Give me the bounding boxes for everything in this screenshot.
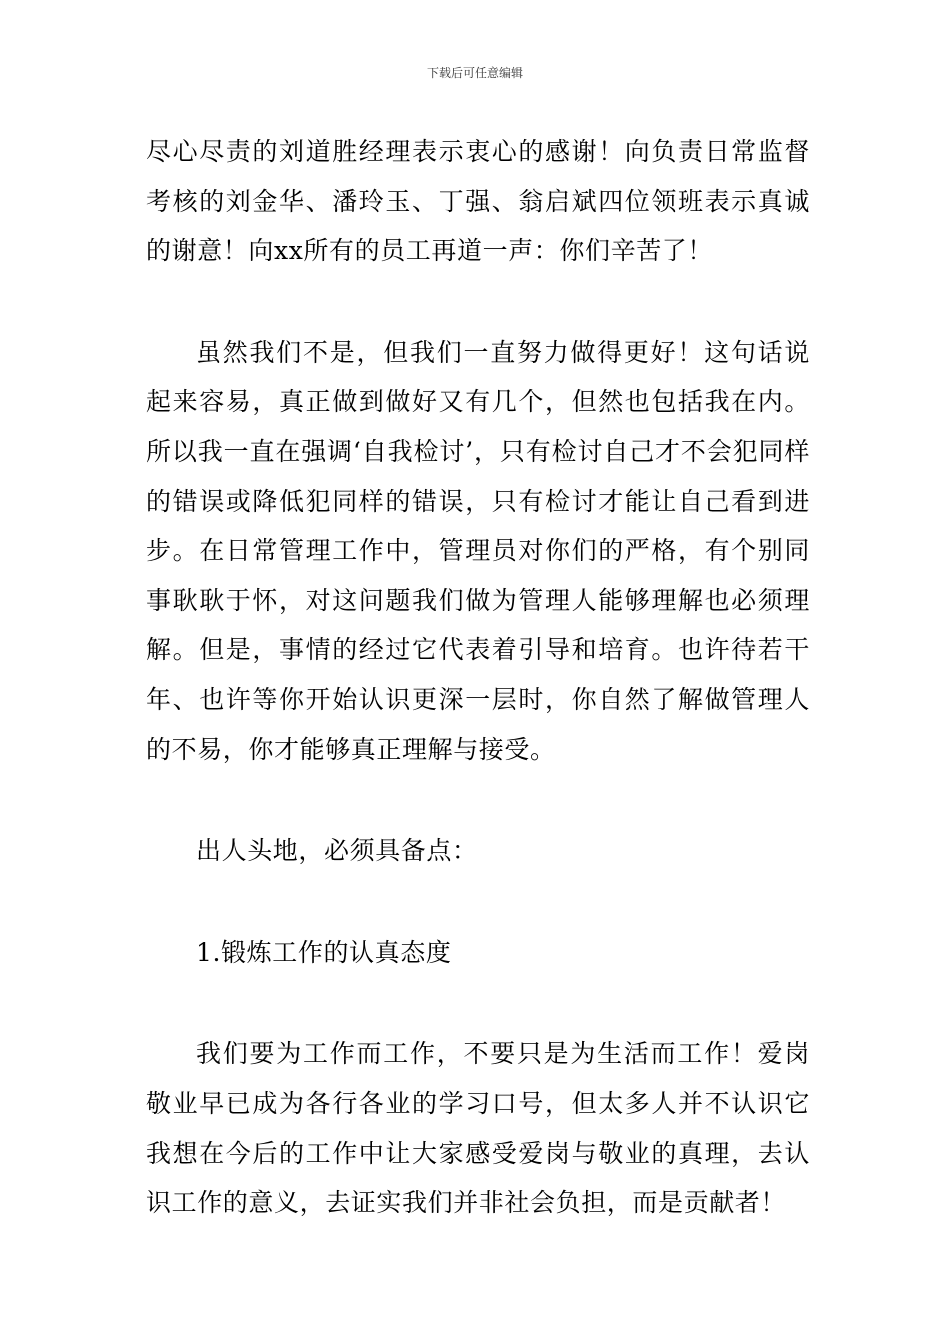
paragraph-self-review: 虽然我们不是，但我们一直努力做得更好！这句话说起来容易，真正做到做好又有几个，但然也包括我在内。所以我一直在强调‘自我检讨’，只有检讨自己才不会犯同样的错误或降低犯同样的错误，只有检讨才能让自己看到进步。在日常管理工作中，管理员对你们的严格，有个别同事耿耿于怀，对这问题我们做为管理人能够理解也必须理解。但是，事情的经过它代表着引导和培育。也许待若干年、也许等你开始认识更深一层时，你自然了解做管理人的不易，你才能够真正理解与接受。 bbox=[146, 337, 810, 764]
paragraph-intro-points: 出人头地，必须具备点： bbox=[196, 836, 478, 866]
paragraph-gap bbox=[146, 276, 810, 328]
heading-point-1: 1.锻炼工作的认真态度 bbox=[196, 937, 452, 967]
paragraph-gap bbox=[146, 774, 810, 826]
paragraph-gap bbox=[146, 876, 810, 928]
paragraph-gap bbox=[146, 977, 810, 1029]
paragraph-thanks: 尽心尽责的刘道胜经理表示衷心的感谢！向负责日常监督考核的刘金华、潘玲玉、丁强、翁启斌四位领班表示真诚的谢意！向xx所有的员工再道一声：你们辛苦了！ bbox=[146, 137, 810, 266]
page-header: 下载后可任意编辑 bbox=[426, 66, 523, 80]
paragraph-work-attitude: 我们要为工作而工作，不要只是为生活而工作！爱岗敬业早已成为各行各业的学习口号，但太多人并不认识它我想在今后的工作中让大家感受爱岗与敬业的真理，去认识工作的意义，去证实我们并非社会负担，而是贡献者！ bbox=[146, 1039, 810, 1218]
document-body bbox=[146, 127, 810, 1228]
